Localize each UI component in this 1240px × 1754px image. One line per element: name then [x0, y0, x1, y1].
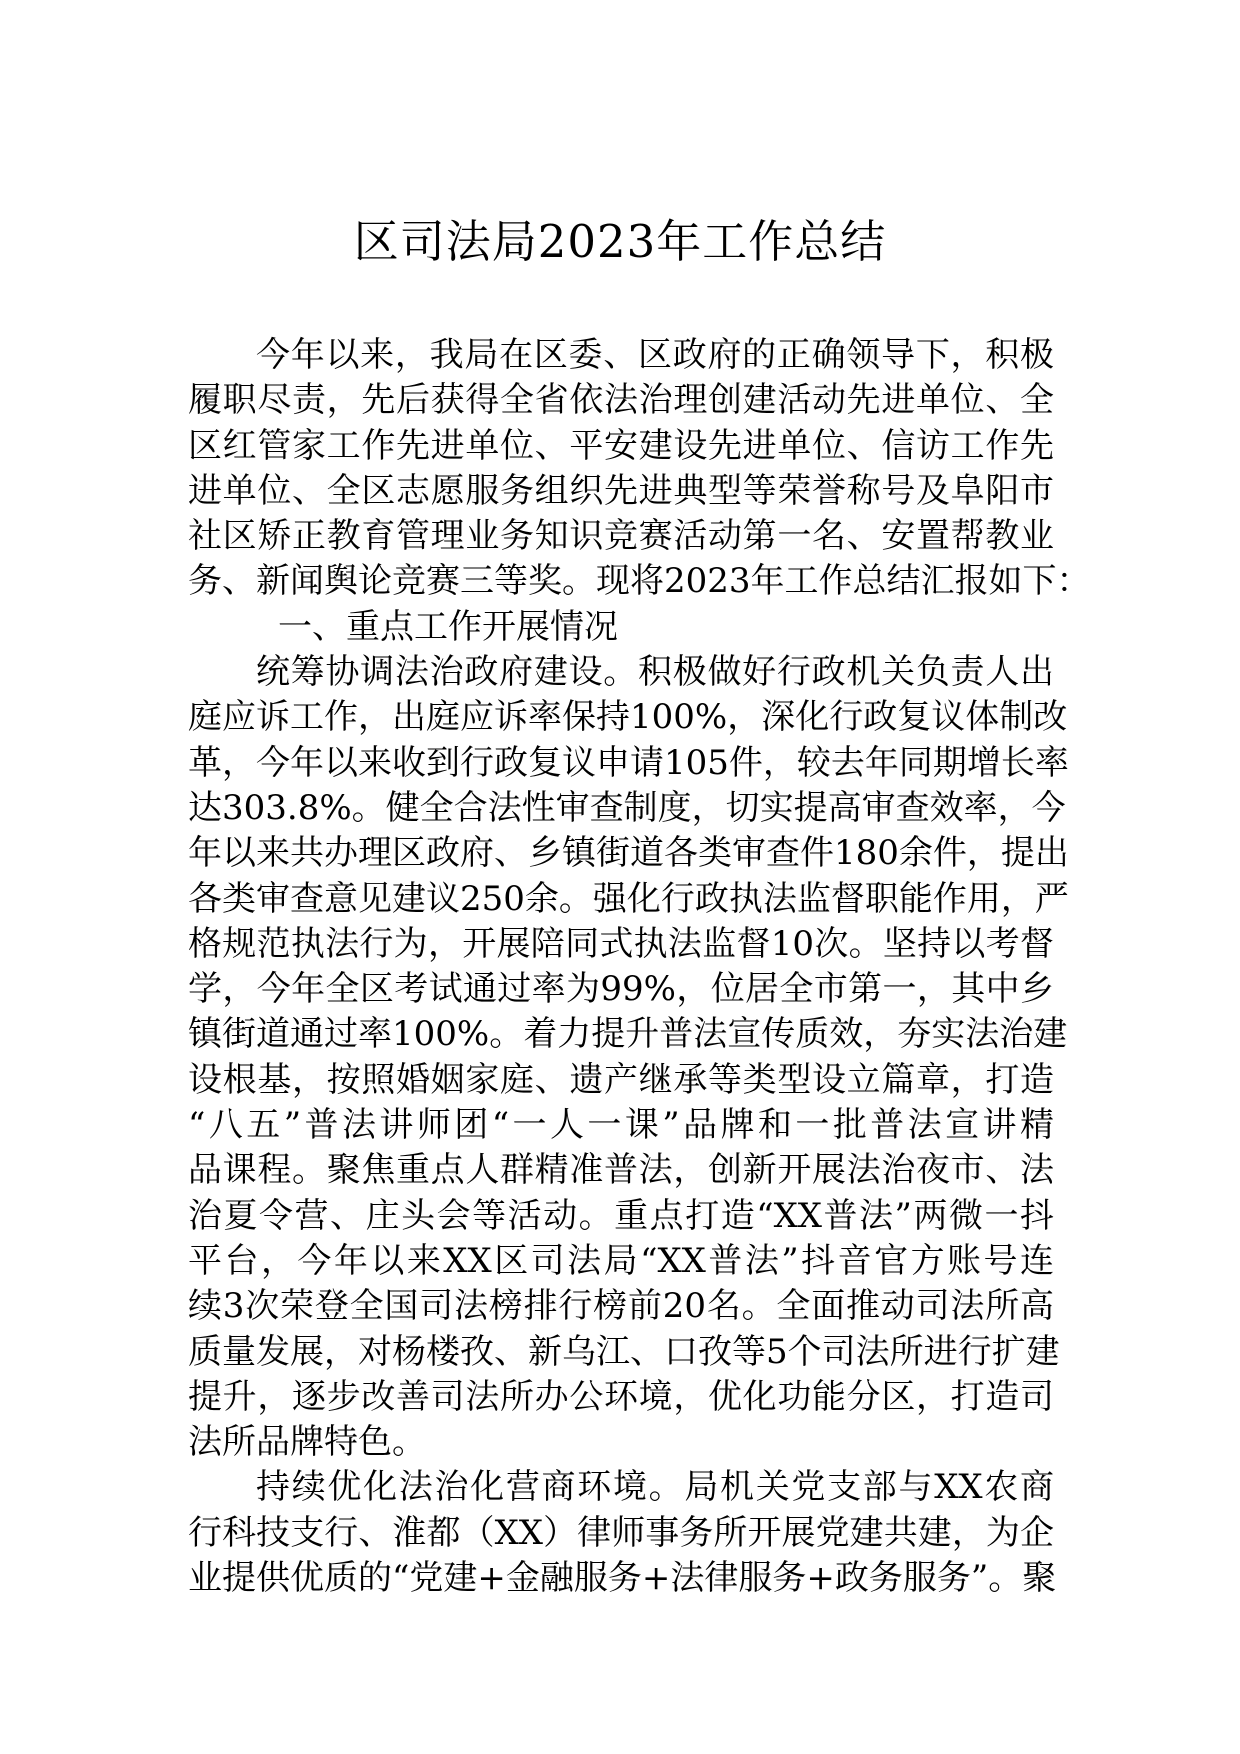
text-line: 履职尽责，先后获得全省依法治理创建活动先进单位、全 [188, 380, 1054, 421]
text-line: 设根基，按照婚姻家庭、遗产继承等类型设立篇章，打造 [188, 1059, 1054, 1100]
text-line: 持续优化法治化营商环境。局机关党支部与XX农商 [256, 1467, 1054, 1508]
text-line: 提升，逐步改善司法所办公环境，优化功能分区，打造司 [188, 1376, 1054, 1417]
text-line: 镇街道通过率100%。着力提升普法宣传质效，夯实法治建 [188, 1014, 1068, 1055]
text-line: 业提供优质的“党建+金融服务+法律服务+政务服务”。聚 [188, 1558, 1057, 1599]
text-line: 年以来共办理区政府、乡镇街道各类审查件180余件，提出 [188, 833, 1069, 874]
text-line: 法所品牌特色。 [188, 1422, 426, 1463]
text-line: 行科技支行、淮都（XX）律师事务所开展党建共建，为企 [188, 1512, 1054, 1553]
text-line: 品课程。聚焦重点人群精准普法，创新开展法治夜市、法 [188, 1150, 1054, 1191]
text-line: 务、新闻舆论竞赛三等奖。现将2023年工作总结汇报如下： [188, 561, 1091, 602]
text-line: 进单位、全区志愿服务组织先进典型等荣誉称号及阜阳市 [188, 470, 1054, 511]
text-line: 一、重点工作开展情况 [278, 606, 618, 647]
document-title: 区司法局2023年工作总结 [353, 215, 887, 268]
text-line: 平台，今年以来XX区司法局“XX普法”抖音官方账号连 [188, 1240, 1054, 1281]
text-line: 质量发展，对杨楼孜、新乌江、口孜等5个司法所进行扩建 [188, 1331, 1060, 1372]
body-paragraph [188, 650, 1069, 1465]
text-line: 续3次荣登全国司法榜排行榜前20名。全面推动司法所高 [188, 1286, 1054, 1327]
text-line: 治夏令营、庄头会等活动。重点打造“XX普法”两微一抖 [188, 1195, 1054, 1236]
text-line: 区红管家工作先进单位、平安建设先进单位、信访工作先 [188, 425, 1054, 466]
text-line: 今年以来，我局在区委、区政府的正确领导下，积极 [256, 335, 1054, 375]
text-line: 格规范执法行为，开展陪同式执法监督10次。坚持以考督 [188, 923, 1054, 964]
text-line: “八五”普法讲师团“一人一课”品牌和一批普法宣讲精 [188, 1105, 1054, 1146]
text-line: 社区矫正教育管理业务知识竞赛活动第一名、安置帮教业 [188, 516, 1054, 557]
body-paragraph [188, 333, 1091, 605]
text-line: 各类审查意见建议250余。强化行政执法监督职能作用，严 [188, 878, 1069, 919]
body-paragraph [188, 1465, 1057, 1601]
text-line: 学，今年全区考试通过率为99%，位居全市第一，其中乡 [188, 969, 1054, 1010]
document-body [188, 333, 1091, 1601]
text-line: 革，今年以来收到行政复议申请105件，较去年同期增长率 [188, 742, 1069, 783]
text-line: 达303.8%。健全合法性审查制度，切实提高审查效率，今 [188, 787, 1066, 828]
section-heading [188, 605, 1054, 650]
text-line: 统筹协调法治政府建设。积极做好行政机关负责人出 [256, 652, 1054, 693]
text-line: 庭应诉工作，出庭应诉率保持100%，深化行政复议体制改 [188, 697, 1068, 738]
